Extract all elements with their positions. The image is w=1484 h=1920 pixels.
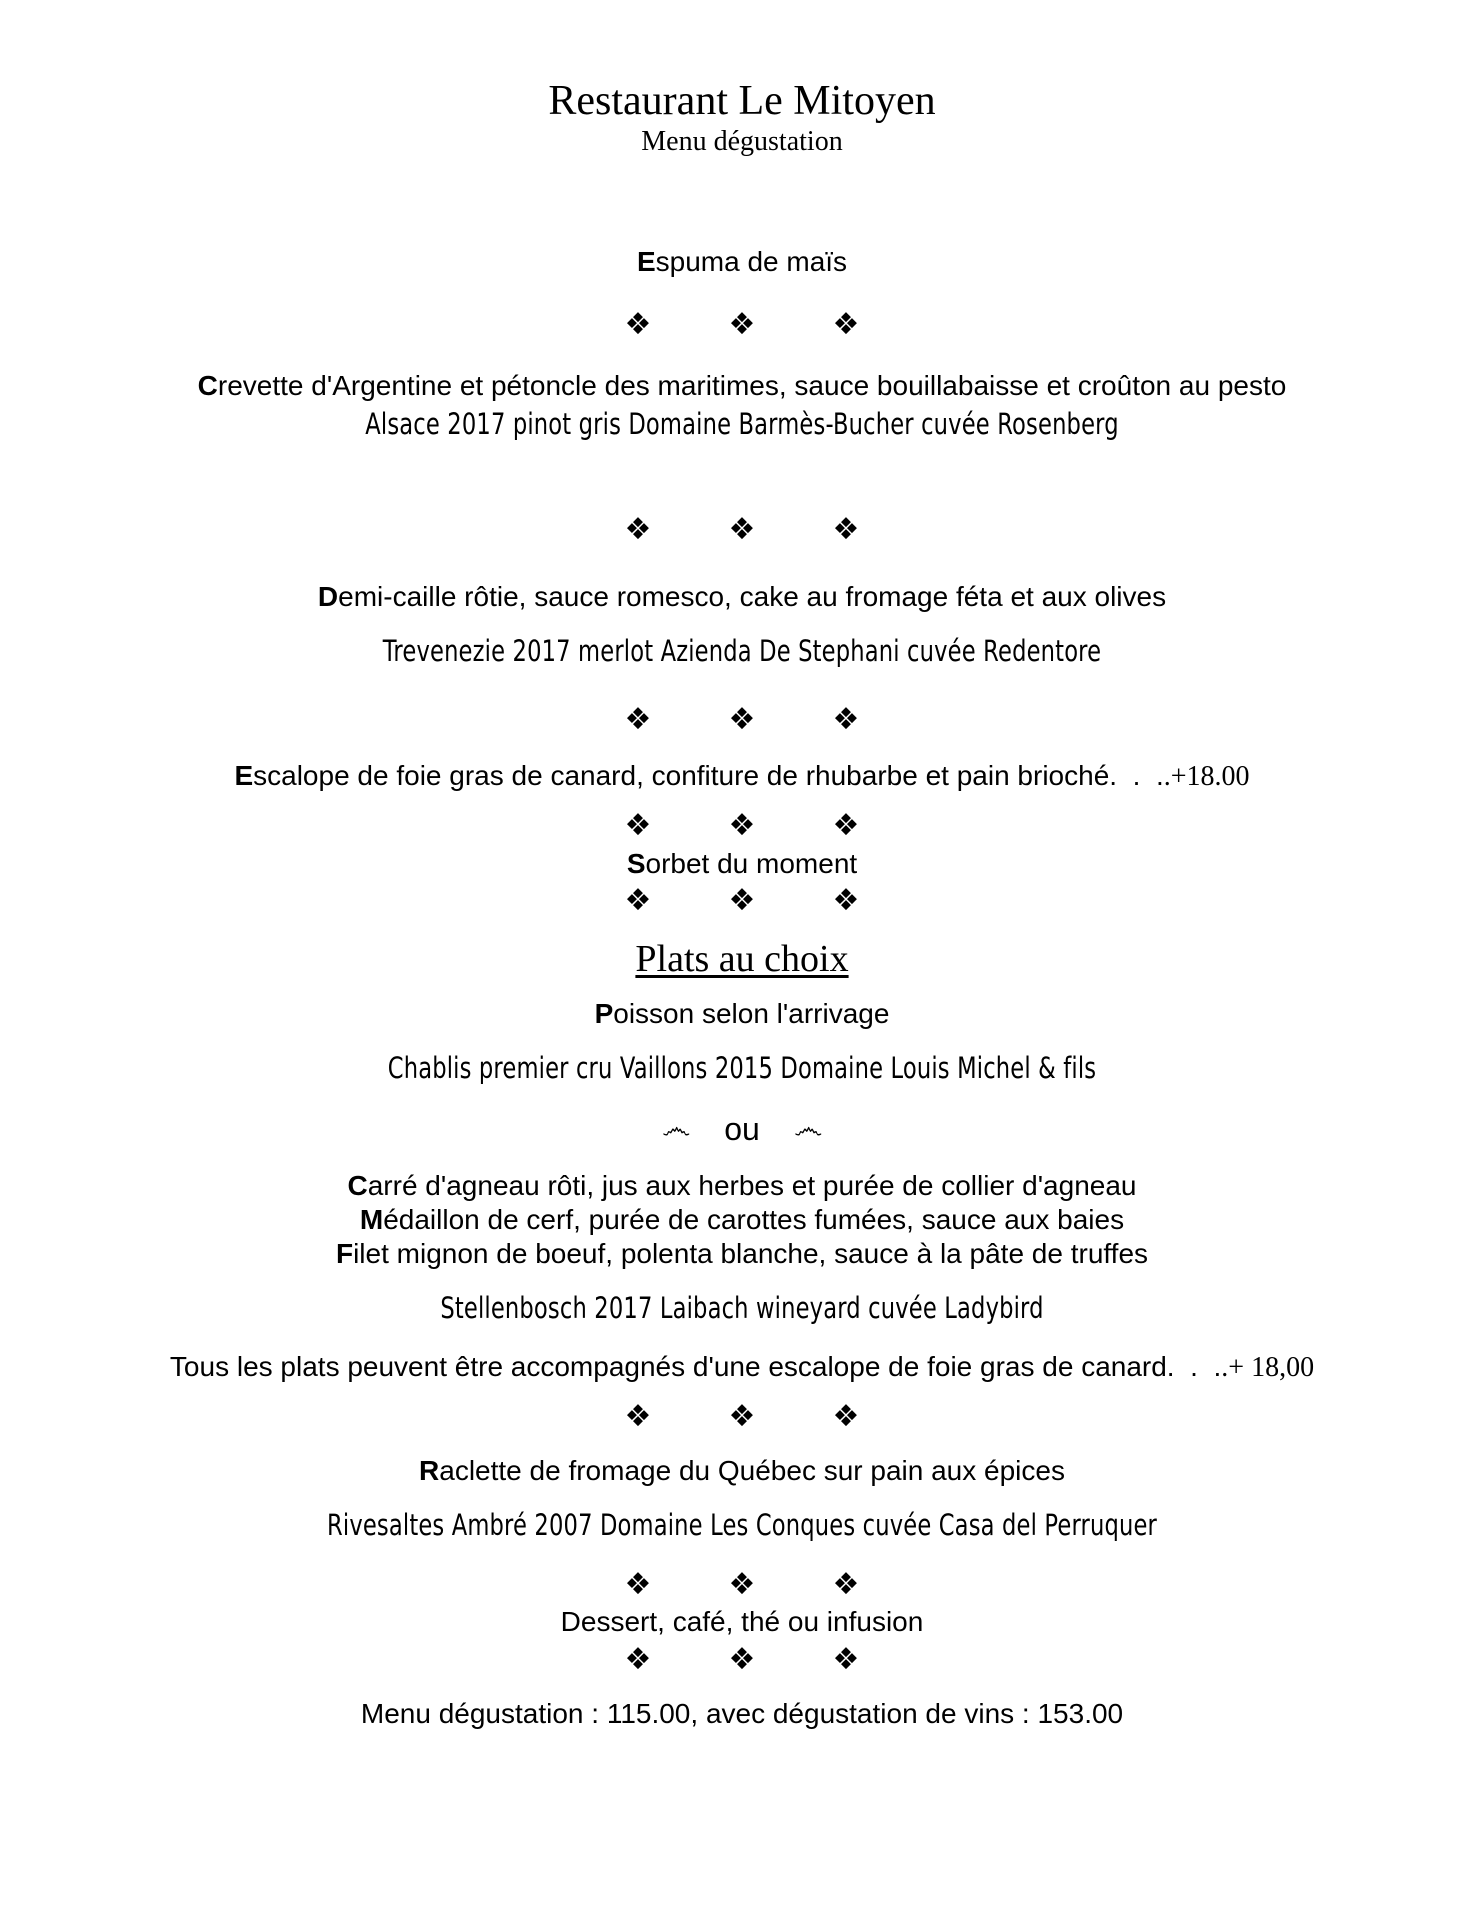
- course-poisson: [0, 1000, 1484, 1028]
- ornament-icon: ❖: [728, 883, 756, 918]
- ornament-divider: [0, 1399, 1484, 1434]
- ornament-divider: [0, 512, 1484, 547]
- course-text: oisson selon l'arrivage: [613, 998, 890, 1029]
- wine-pairing-raclette: Rivesaltes Ambré 2007 Domaine Les Conques cuvée Casa del Perruquer: [327, 1508, 1157, 1542]
- ornament-icon: ❖: [832, 1642, 860, 1677]
- dot-leader: . .: [1117, 760, 1164, 791]
- course-agneau: [0, 1172, 1484, 1200]
- course-initial: E: [636, 246, 656, 277]
- ornament-icon: ❖: [832, 808, 860, 843]
- wine-pairing-crevette: Alsace 2017 pinot gris Domaine Barmès-Bucher cuvée Rosenberg: [365, 407, 1119, 441]
- or-text: ou: [724, 1111, 760, 1147]
- course-text: ilet mignon de boeuf, polenta blanche, sauce à la pâte de truffes: [353, 1238, 1149, 1269]
- supplement-price: .+18.00: [1163, 761, 1250, 792]
- supplement-note: [0, 1353, 1484, 1382]
- ornament-divider: [0, 883, 1484, 918]
- course-initial: C: [197, 370, 218, 401]
- ornament-icon: ❖: [728, 702, 756, 737]
- ornament-divider: [0, 702, 1484, 737]
- ornament-icon: ❖: [624, 512, 652, 547]
- ornament-icon: ❖: [728, 1567, 756, 1602]
- ornament-icon: ❖: [832, 702, 860, 737]
- flourish-icon: ෴: [793, 1111, 823, 1146]
- course-espuma: [0, 248, 1484, 276]
- course-text: scalope de foie gras de canard, confiture de rhubarbe et pain brioché.: [253, 760, 1118, 791]
- menu-subtitle: Menu dégustation: [641, 126, 843, 157]
- restaurant-title: Restaurant Le Mitoyen: [548, 78, 936, 124]
- supplement-price: .+ 18,00: [1221, 1352, 1315, 1383]
- ornament-icon: ❖: [624, 808, 652, 843]
- ornament-icon: ❖: [728, 307, 756, 342]
- or-separator: [0, 1113, 1484, 1145]
- ornament-divider: [0, 1642, 1484, 1677]
- course-initial: D: [317, 581, 339, 612]
- menu-price: Menu dégustation : 115.00, avec dégustation de vins : 153.00: [360, 1698, 1124, 1729]
- course-initial: C: [347, 1170, 368, 1201]
- ornament-icon: ❖: [624, 883, 652, 918]
- course-text: aclette de fromage du Québec sur pain aux épices: [439, 1455, 1065, 1486]
- course-raclette: [0, 1457, 1484, 1485]
- course-text: édaillon de cerf, purée de carottes fumées, sauce aux baies: [383, 1204, 1125, 1235]
- ornament-icon: ❖: [832, 307, 860, 342]
- course-text: emi-caille rôtie, sauce romesco, cake au fromage féta et aux olives: [338, 581, 1167, 612]
- wine-pairing-caille: Trevenezie 2017 merlot Azienda De Stephani cuvée Redentore: [382, 634, 1102, 668]
- dot-leader: . .: [1174, 1351, 1222, 1382]
- wine-pairing-viandes: Stellenbosch 2017 Laibach wineyard cuvée Ladybird: [440, 1291, 1044, 1325]
- ornament-icon: ❖: [624, 1642, 652, 1677]
- course-crevette: [0, 372, 1484, 400]
- ornament-icon: ❖: [728, 1399, 756, 1434]
- ornament-divider: [0, 1567, 1484, 1602]
- course-foie-gras: [0, 762, 1484, 791]
- course-text: arré d'agneau rôti, jus aux herbes et purée de collier d'agneau: [367, 1170, 1137, 1201]
- course-text: revette d'Argentine et pétoncle des maritimes, sauce bouillabaisse et croûton au pesto: [217, 370, 1287, 401]
- course-boeuf: [0, 1240, 1484, 1268]
- ornament-divider: [0, 307, 1484, 342]
- course-initial: S: [626, 848, 646, 879]
- course-text: spuma de maïs: [655, 246, 848, 277]
- ornament-icon: ❖: [832, 883, 860, 918]
- course-caille: [0, 583, 1484, 611]
- course-sorbet: [0, 850, 1484, 878]
- ornament-icon: ❖: [624, 1399, 652, 1434]
- ornament-icon: ❖: [728, 1642, 756, 1677]
- course-cerf: [0, 1206, 1484, 1234]
- course-initial: M: [359, 1204, 384, 1235]
- ornament-icon: ❖: [728, 512, 756, 547]
- ornament-icon: ❖: [832, 512, 860, 547]
- supplement-text: Tous les plats peuvent être accompagnés d'une escalope de foie gras de canard.: [169, 1351, 1175, 1382]
- section-heading-plats: Plats au choix: [635, 938, 849, 980]
- course-initial: R: [419, 1455, 440, 1486]
- ornament-icon: ❖: [624, 307, 652, 342]
- ornament-icon: ❖: [624, 1567, 652, 1602]
- ornament-icon: ❖: [832, 1399, 860, 1434]
- course-initial: P: [594, 998, 614, 1029]
- ornament-icon: ❖: [728, 808, 756, 843]
- ornament-icon: ❖: [624, 702, 652, 737]
- ornament-divider: [0, 808, 1484, 843]
- wine-pairing-poisson: Chablis premier cru Vaillons 2015 Domaine Louis Michel & fils: [387, 1051, 1097, 1085]
- course-initial: E: [234, 760, 254, 791]
- course-initial: F: [335, 1238, 354, 1269]
- course-dessert: Dessert, café, thé ou infusion: [560, 1606, 924, 1637]
- course-text: orbet du moment: [645, 848, 858, 879]
- ornament-icon: ❖: [832, 1567, 860, 1602]
- flourish-icon: ෴: [661, 1111, 691, 1146]
